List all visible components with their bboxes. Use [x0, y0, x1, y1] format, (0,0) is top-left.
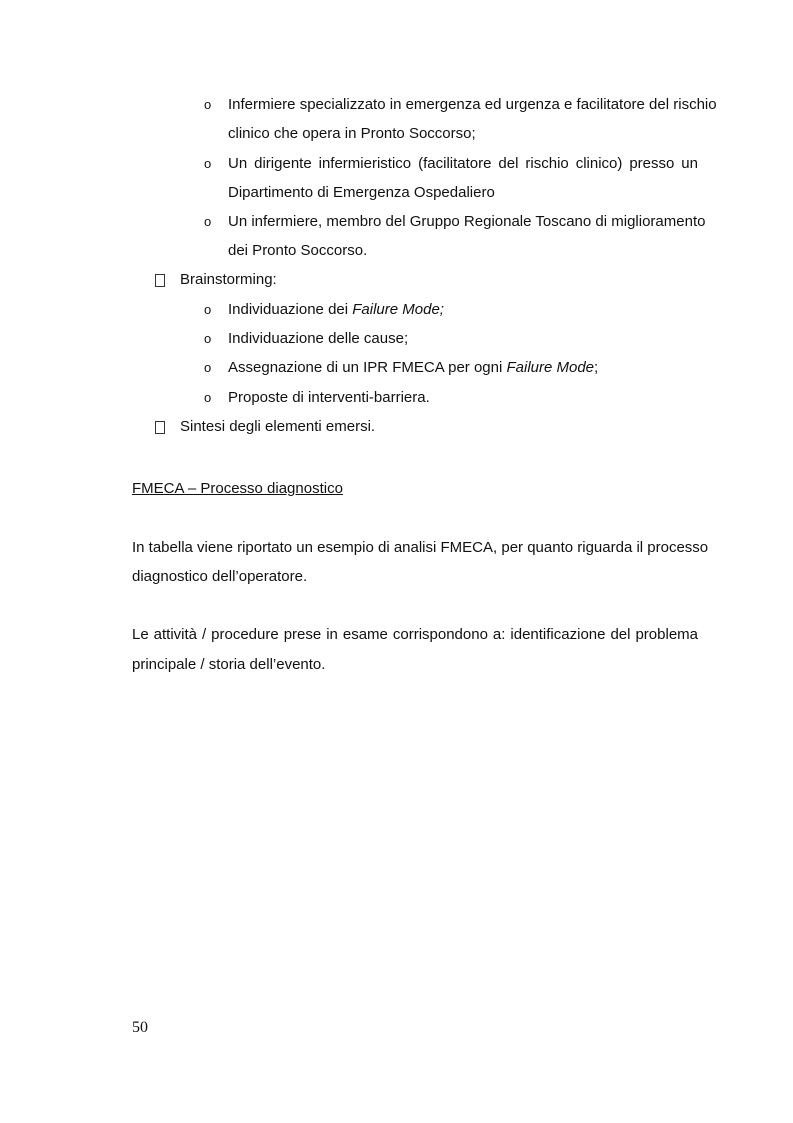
paragraph-2-line-1: Le attività / procedure prese in esame corrispondono a: identificazione del problema [132, 626, 698, 643]
participant-2-line-2: Dipartimento di Emergenza Ospedaliero [228, 184, 495, 201]
brainstorming-item-3: Assegnazione di un IPR FMECA per ogni Failure Mode; [228, 359, 599, 376]
square-bullet-icon [155, 274, 165, 287]
section-heading: FMECA – Processo diagnostico [132, 480, 343, 497]
sub-bullet-icon: o [204, 331, 212, 346]
sub-bullet-icon: o [204, 302, 212, 317]
participant-1-line-2: clinico che opera in Pronto Soccorso; [228, 125, 476, 142]
paragraph-1-line-2: diagnostico dell’operatore. [132, 568, 308, 585]
sub-bullet-icon: o [204, 390, 212, 405]
sub-bullet-icon: o [204, 360, 212, 375]
paragraph-1-line-1: In tabella viene riportato un esempio di analisi FMECA, per quanto riguarda il processo [132, 539, 709, 556]
brainstorming-item-2: Individuazione delle cause; [228, 330, 409, 347]
brainstorming-label: Brainstorming: [180, 271, 277, 288]
sub-bullet-icon: o [204, 214, 212, 229]
page-number: 50 [132, 1019, 148, 1036]
sub-bullet-icon: o [204, 156, 212, 171]
square-bullet-icon [155, 421, 165, 434]
sub-bullet-icon: o [204, 97, 212, 112]
brainstorming-item-4: Proposte di interventi-barriera. [228, 389, 430, 406]
participant-2-line-1: Un dirigente infermieristico (facilitatore del rischio clinico) presso un [228, 155, 698, 172]
paragraph-2-line-2: principale / storia dell’evento. [132, 656, 326, 673]
participant-3-line-1: Un infermiere, membro del Gruppo Regionale Toscano di miglioramento [228, 213, 706, 230]
participant-1-line-1: Infermiere specializzato in emergenza ed urgenza e facilitatore del rischio [228, 96, 717, 113]
participant-3-line-2: dei Pronto Soccorso. [228, 242, 368, 259]
brainstorming-item-1: Individuazione dei Failure Mode; [228, 301, 444, 318]
synthesis-label: Sintesi degli elementi emersi. [180, 418, 376, 435]
